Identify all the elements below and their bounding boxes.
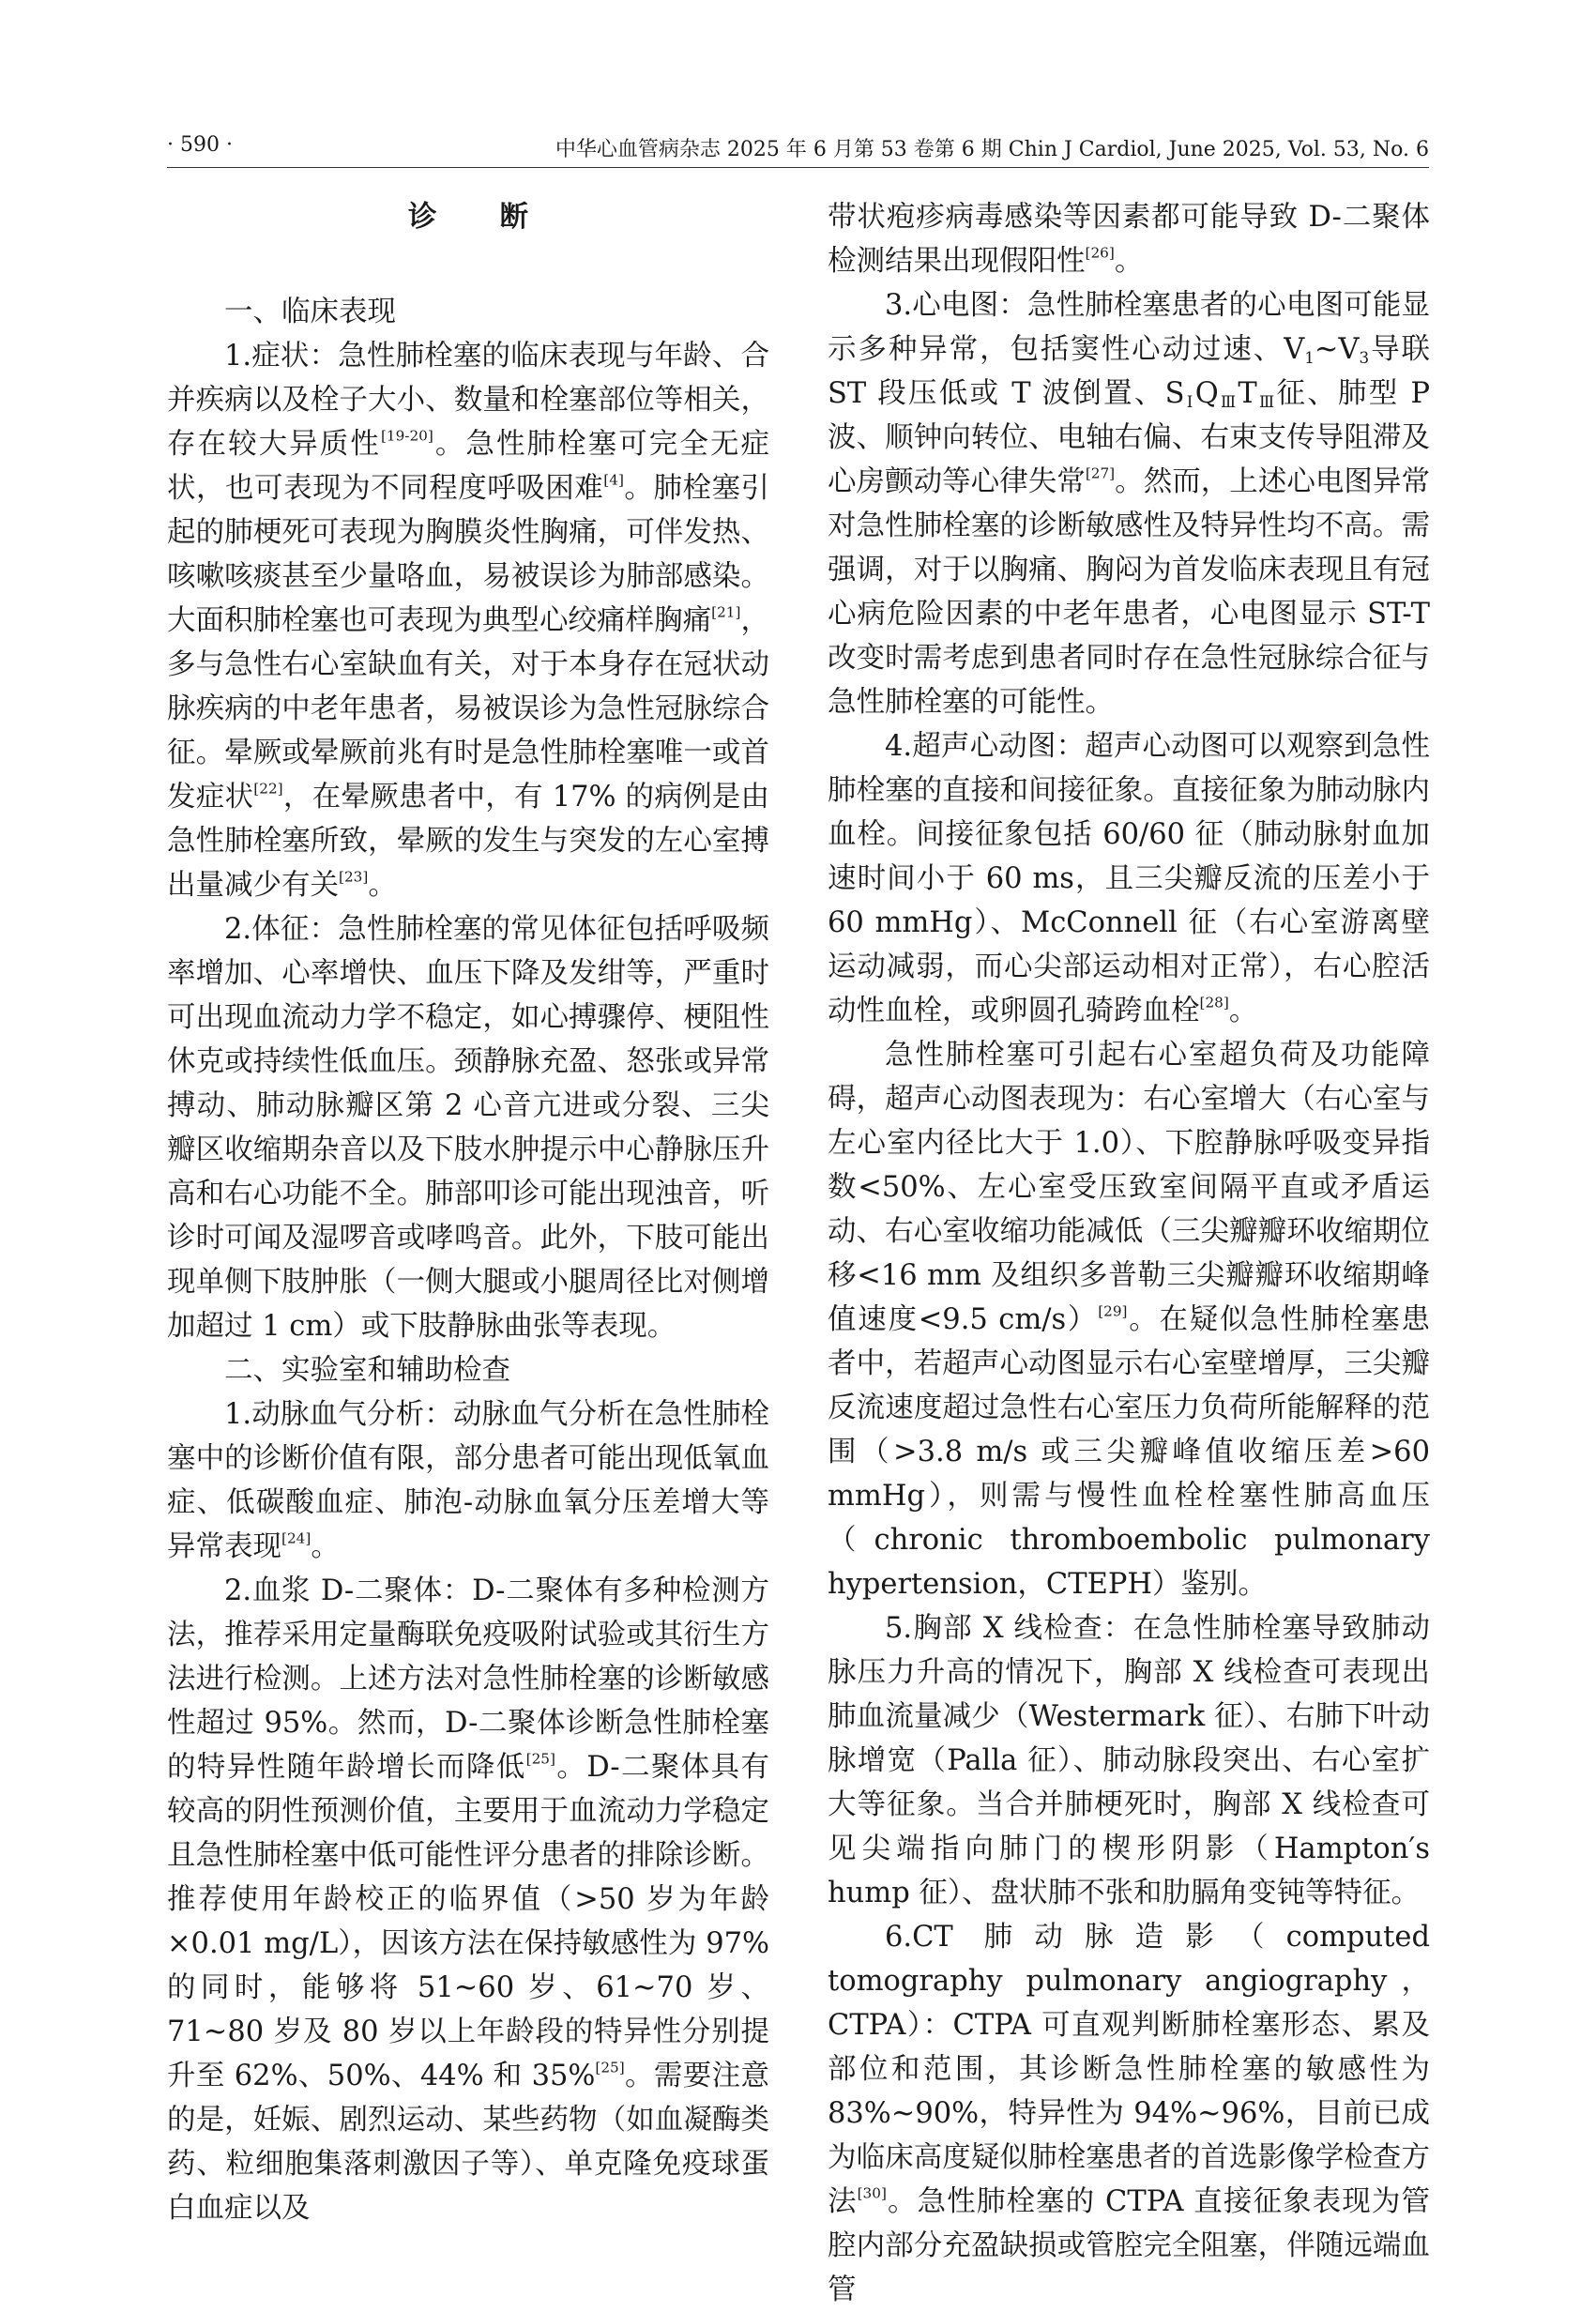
section-title: 诊断 xyxy=(407,200,592,234)
paragraph-chest-xray: 5.胸部 X 线检查：在急性肺栓塞导致肺动脉压力升高的情况下，胸部 X 线检查可表现出肺血流量减少（Westermark 征）、右肺下叶动脉增宽（Palla 征）、肺动脉段突出、右心室扩大等征象。当合并肺梗死时，胸部 X 线检查可见尖端指向肺门的楔形阴影（Hampton′s hump 征）、盘状肺不张和肋膈角变钝等特征。 xyxy=(828,1612,1430,1909)
citation: [21] xyxy=(711,603,741,621)
citation: [28] xyxy=(1199,994,1229,1012)
paragraph-echo: 4.超声心动图：超声心动图可以观察到急性肺栓塞的直接和间接征象。直接征象为肺动脉内血栓。间接征象包括 60/60 征（肺动脉射血加速时间小于 60 ms，且三尖瓣反流的压差小于 60 mmHg）、McConnell 征（右心室游离壁运动减弱，而心尖部运动相对正常），右心腔活动性血栓，或卵圆孔骑跨血栓[28]。 xyxy=(828,730,1430,1027)
paragraph-d-dimer: 2.血浆 D-二聚体：D-二聚体有多种检测方法，推荐采用定量酶联免疫吸附试验或其衍生方法进行检测。上述方法对急性肺栓塞的诊断敏感性超过 95%。然而，D-二聚体诊断急性肺栓塞的特异性随年龄增长而降低[25]。D-二聚体具有较高的阴性预测价值，主要用于血流动力学稳定且急性肺栓塞中低可能性评分患者的排除诊断。推荐使用年龄校正的临界值（>50 岁为年龄×0.01 mg/L），因该方法在保持敏感性为 97% 的同时，能够将 51~60 岁、61~70 岁、71~80 岁及 80 岁以上年龄段的特异性分别提升至 62%、50%、44% 和 35%[25]。需要注意的是，妊娠、剧烈运动、某些药物（如血凝酶类药、粒细胞集落刺激因子等）、单克隆免疫球蛋白血症以及 xyxy=(167,1574,770,2225)
citation: [26] xyxy=(1085,244,1115,262)
paragraph-ctpa: 6.CT 肺动脉造影（computed tomography pulmonary angiography，CTPA）：CTPA 可直观判断肺栓塞形态、累及部位和范围，其诊断急性肺栓塞的敏感性为 83%~90%，特异性为 94%~96%，目前已成为临床高度疑似肺栓塞患者的首选影像学检查方法[30]。急性肺栓塞的 CTPA 直接征象表现为管腔内部分充盈缺损或管腔完全阻塞，伴随远端血管 xyxy=(828,1921,1430,2306)
citation: [27] xyxy=(1085,464,1116,482)
paragraph-d-dimer-cont: 带状疱疹病毒感染等因素都可能导致 D-二聚体检测结果出现假阳性[26]。 xyxy=(828,201,1430,278)
citation: [25] xyxy=(525,1750,555,1768)
citation: [29] xyxy=(1098,1302,1128,1320)
citation: [19-20] xyxy=(380,427,433,445)
journal-citation: 中华心血管病杂志 2025 年 6 月第 53 卷第 6 期 Chin J Cardiol, June 2025, Vol. 53, No. 6 xyxy=(555,138,1429,161)
subheading-lab: 二、实验室和辅助检查 xyxy=(224,1354,510,1387)
paragraph-signs: 2.体征：急性肺栓塞的常见体征包括呼吸频率增加、心率增快、血压下降及发绀等，严重时可出现血流动力学不稳定，如心搏骤停、梗阻性休克或持续性低血压。颈静脉充盈、怒张或异常搏动、肺动脉瓣区第 2 心音亢进或分裂、三尖瓣区收缩期杂音以及下肢水肿提示中心静脉压升高和右心功能不全。肺部叩诊可能出现浊音，听诊时可闻及湿啰音或哮鸣音。此外，下肢可能出现单侧下肢肿胀（一侧大腿或小腿周径比对侧增加超过 1 cm）或下肢静脉曲张等表现。 xyxy=(167,913,769,1343)
subheading-clinical: 一、临床表现 xyxy=(224,296,396,328)
left-column xyxy=(167,195,769,2230)
citation: [30] xyxy=(857,2184,887,2202)
citation: [22] xyxy=(253,780,283,798)
paragraph-ecg: 3.心电图：急性肺栓塞患者的心电图可能显示多种异常，包括窦性心动过速、$V_1\sim V_3$导联 ST 段压低或 T 波倒置、$S_ⅠQ_ⅢT_Ⅲ$征、肺型 P 波、顺钟向转位、电轴右偏、右束支传导阻滞及心房颤动等心律失常[27]。然而，上述心电图异常对急性肺栓塞的诊断敏感性及特异性均不高。需强调，对于以胸痛、胸闷为首发临床表现且有冠心病危险因素的中老年患者，心电图显示 ST-T 改变时需考虑到患者同时存在急性冠脉综合征与急性肺栓塞的可能性。 xyxy=(828,289,1431,719)
right-column xyxy=(828,195,1430,2312)
paragraph-symptoms: 1.症状：急性肺栓塞的临床表现与年龄、合并疾病以及栓子大小、数量和栓塞部位等相关，存在较大异质性[19-20]。急性肺栓塞可完全无症状，也可表现为不同程度呼吸困难[4]。肺栓塞引起的肺梗死可表现为胸膜炎性胸痛，可伴发热、咳嗽咳痰甚至少量咯血，易被误诊为肺部感染。大面积肺栓塞也可表现为典型心绞痛样胸痛[21]，多与急性右心室缺血有关，对于本身存在冠状动脉疾病的中老年患者，易被误诊为急性冠脉综合征。晕厥或晕厥前兆有时是急性肺栓塞唯一或首发症状[22]，在晕厥患者中，有 17% 的病例是由急性肺栓塞所致，晕厥的发生与突发的左心室搏出量减少有关[23]。 xyxy=(167,340,770,902)
page-number: · 590 · xyxy=(167,133,233,157)
paragraph-blood-gas: 1.动脉血气分析：动脉血气分析在急性肺栓塞中的诊断价值有限，部分患者可能出现低氧血症、低碳酸血症、肺泡-动脉血氧分压差增大等异常表现[24]。 xyxy=(167,1398,769,1563)
citation: [23] xyxy=(339,868,369,886)
running-header xyxy=(167,129,1429,168)
citation: [24] xyxy=(281,1529,312,1547)
paragraph-rv-dysfunction: 急性肺栓塞可引起右心室超负荷及功能障碍，超声心动图表现为：右心室增大（右心室与左心室内径比大于 1.0）、下腔静脉呼吸变异指数<50%、左心室受压致室间隔平直或矛盾运动、右心室收缩功能减低（三尖瓣瓣环收缩期位移<16 mm 及组织多普勒三尖瓣瓣环收缩期峰值速度<9.5 cm/s）[29]。在疑似急性肺栓塞患者中，若超声心动图显示右心室壁增厚，三尖瓣反流速度超过急性右心室压力负荷所能解释的范围（>3.8 m/s 或三尖瓣峰值收缩压差>60 mmHg），则需与慢性血栓栓塞性肺高血压（chronic thromboembolic pulmonary hypertension，CTEPH）鉴别。 xyxy=(828,1039,1430,1601)
citation: [25] xyxy=(595,2059,625,2076)
citation: [4] xyxy=(603,471,624,489)
